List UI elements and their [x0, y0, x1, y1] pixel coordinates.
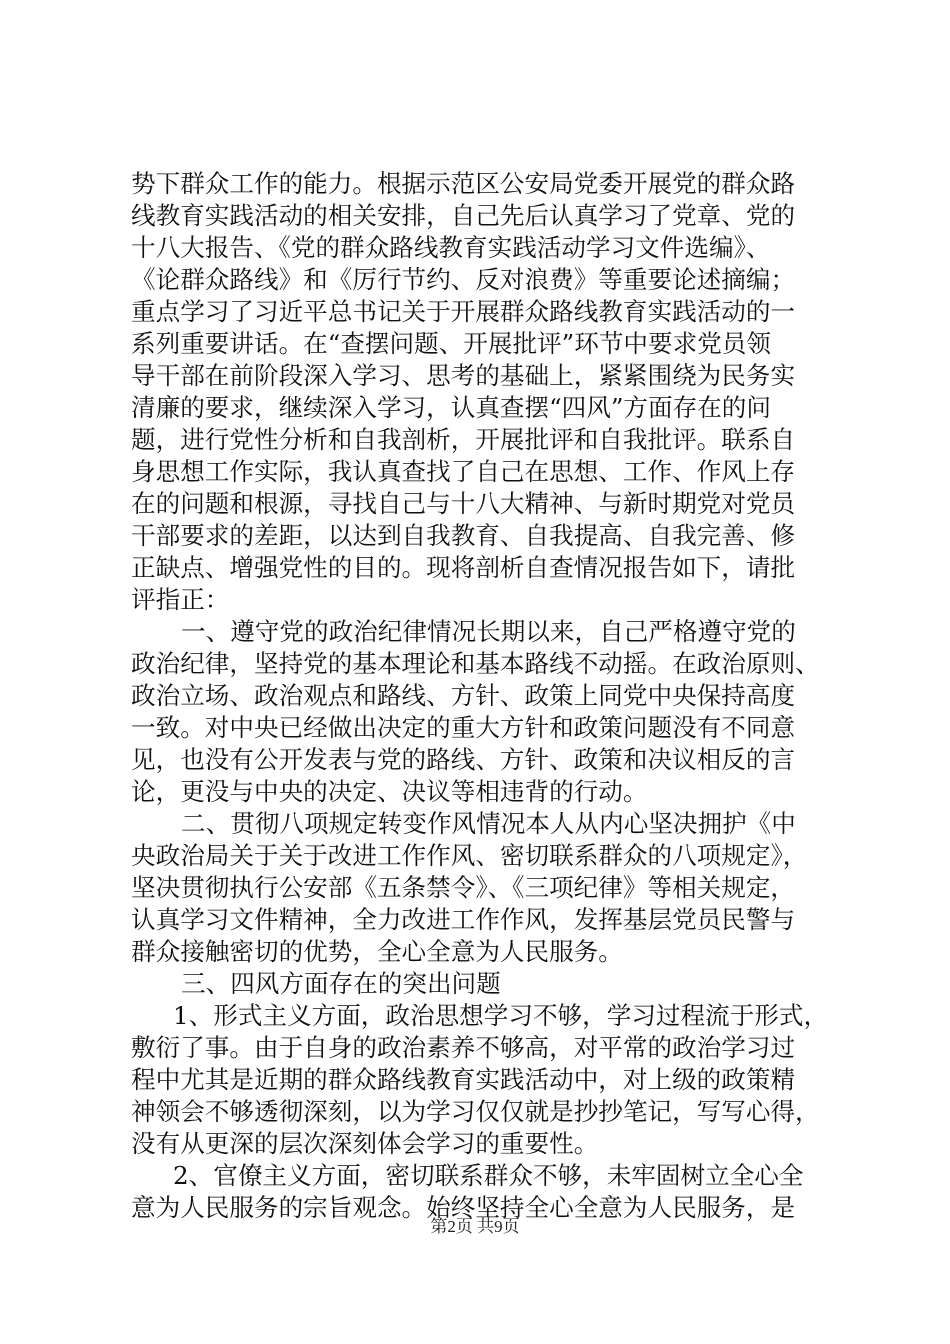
document-body — [131, 168, 831, 1224]
text-line: 身思想工作实际，我认真查找了自己在思想、工作、作风上存 — [131, 457, 796, 486]
text-line: 线教育实践活动的相关安排，自己先后认真学习了党章、党的 — [131, 201, 796, 230]
text-line: 坚决贯彻执行公安部《五条禁令》、《三项纪律》等相关规定， — [131, 873, 796, 902]
text-line: 政治立场、政治观点和路线、方针、政策上同党中央保持高度 — [131, 681, 796, 710]
text-line: 《论群众路线》和《厉行节约、反对浪费》等重要论述摘编； — [131, 265, 796, 294]
text-line: 题，进行党性分析和自我剖析，开展批评和自我批评。联系自 — [131, 425, 796, 454]
text-line: 二、贯彻八项规定转变作风情况本人从内心坚决拥护《中 — [181, 809, 796, 838]
text-line: 三、四风方面存在的突出问题 — [181, 969, 501, 998]
text-line: 在的问题和根源，寻找自己与十八大精神、与新时期党对党员 — [131, 489, 796, 518]
text-line: 一、遵守党的政治纪律情况长期以来，自己严格遵守党的 — [181, 617, 796, 646]
text-line: 1、形式主义方面，政治思想学习不够，学习过程流于形式， — [173, 1001, 829, 1030]
text-line: 十八大报告、《党的群众路线教育实践活动学习文件选编》、 — [131, 233, 771, 262]
text-line: 评指正： — [131, 585, 230, 614]
text-line: 系列重要讲话。在“查摆问题、开展批评”环节中要求党员领 — [131, 329, 771, 358]
text-line: 2、官僚主义方面，密切联系群众不够，未牢固树立全心全 — [173, 1161, 804, 1190]
text-line: 清廉的要求，继续深入学习，认真查摆“四风”方面存在的问 — [131, 393, 771, 422]
text-line: 认真学习文件精神，全力改进工作作风，发挥基层党员民警与 — [131, 905, 796, 934]
text-line: 论，更没与中央的决定、决议等相违背的行动。 — [131, 777, 648, 806]
text-line: 重点学习了习近平总书记关于开展群众路线教育实践活动的一 — [131, 297, 796, 326]
text-line: 神领会不够透彻深刻，以为学习仅仅就是抄抄笔记，写写心得， — [131, 1097, 820, 1126]
text-line: 正缺点、增强党性的目的。现将剖析自查情况报告如下，请批 — [131, 553, 796, 582]
text-line: 程中尤其是近期的群众路线教育实践活动中，对上级的政策精 — [131, 1065, 796, 1094]
text-line: 见，也没有公开发表与党的路线、方针、政策和决议相反的言 — [131, 745, 796, 774]
text-line: 群众接触密切的优势，全心全意为人民服务。 — [131, 937, 623, 966]
text-line: 干部要求的差距，以达到自我教育、自我提高、自我完善、修 — [131, 521, 796, 550]
text-line: 一致。对中央已经做出决定的重大方针和政策问题没有不同意 — [131, 713, 796, 742]
text-line: 央政治局关于关于改进工作作风、密切联系群众的八项规定》， — [131, 841, 808, 870]
text-line: 意为人民服务的宗旨观念。始终坚持全心全意为人民服务，是 — [131, 1193, 796, 1222]
text-line: 导干部在前阶段深入学习、思考的基础上，紧紧围绕为民务实 — [131, 361, 796, 390]
text-line: 没有从更深的层次深刻体会学习的重要性。 — [131, 1129, 599, 1158]
text-line: 敷衍了事。由于自身的政治素养不够高，对平常的政治学习过 — [131, 1033, 796, 1062]
text-line: 政治纪律，坚持党的基本理论和基本路线不动摇。在政治原则、 — [131, 649, 820, 678]
page-footer: 第2页 共9页 — [430, 1217, 520, 1236]
text-line: 势下群众工作的能力。根据示范区公安局党委开展党的群众路 — [131, 169, 796, 198]
